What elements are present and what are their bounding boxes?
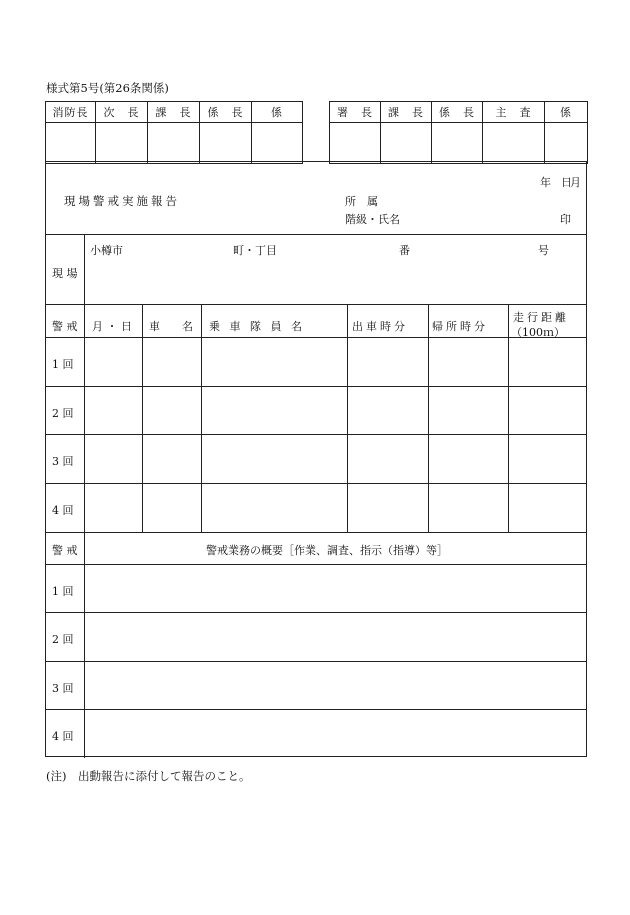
stamp-cell[interactable] — [483, 123, 545, 164]
date-year-label: 年 — [540, 176, 551, 189]
summary-row-label: 2 回 — [52, 633, 74, 646]
stamp-cell[interactable] — [432, 123, 483, 164]
approval-stamps-station — [329, 101, 588, 164]
summary-row-label: 3 回 — [52, 682, 74, 695]
log-row-label: 3 回 — [52, 455, 74, 468]
approval-title: 課 長 — [148, 102, 200, 123]
stamp-cell[interactable] — [46, 123, 96, 164]
site-ban-label: 番 — [399, 244, 410, 257]
approval-title: 主 査 — [483, 102, 545, 123]
seal-label: 印 — [560, 213, 571, 226]
report-form — [45, 161, 587, 757]
summary-row-label: 1 回 — [52, 585, 74, 598]
approval-title: 係 長 — [432, 102, 483, 123]
stamp-cell[interactable] — [148, 123, 200, 164]
summary-header: 警戒業務の概要［作業、調査、指示（指導）等］ — [206, 544, 448, 557]
log-header-return: 帰所時分 — [432, 320, 488, 333]
approval-title: 次 長 — [96, 102, 148, 123]
approval-stamps-fire-hq — [45, 101, 303, 164]
rank-name-label: 階級・氏名 — [345, 213, 400, 226]
approval-title: 課 長 — [381, 102, 432, 123]
log-header-keikai: 警 戒 — [52, 320, 78, 333]
date-day-label: 日 — [561, 176, 572, 189]
log-header-date: 月 ・ 日 — [92, 320, 132, 333]
stamp-cell[interactable] — [545, 123, 588, 164]
approval-title: 署 長 — [330, 102, 381, 123]
site-town-label: 町・丁目 — [233, 244, 277, 257]
stamp-cell[interactable] — [96, 123, 148, 164]
approval-title: 係 長 — [200, 102, 252, 123]
report-title: 現場警戒実施報告 — [64, 194, 180, 208]
affiliation-label: 所 属 — [345, 195, 378, 208]
form-number: 様式第5号(第26条関係) — [46, 81, 169, 95]
summary-label: 警 戒 — [52, 544, 78, 557]
date-month-label: 月 — [570, 176, 581, 189]
summary-row-label: 4 回 — [52, 730, 74, 743]
stamp-cell[interactable] — [330, 123, 381, 164]
log-header-vehicle: 車 名 — [149, 320, 193, 333]
footnote: (注) 出動報告に添付して報告のこと。 — [46, 769, 251, 783]
log-header-distance-unit: （100ｍ） — [511, 326, 565, 339]
log-header-distance: 走行距離 — [513, 311, 569, 324]
log-header-depart: 出車時分 — [352, 320, 408, 333]
site-go-label: 号 — [538, 244, 549, 257]
site-city: 小樽市 — [90, 244, 123, 257]
stamp-cell[interactable] — [252, 123, 303, 164]
approval-title: 係 — [252, 102, 303, 123]
site-label: 現 場 — [52, 267, 78, 280]
log-row-label: 2 回 — [52, 407, 74, 420]
stamp-cell[interactable] — [200, 123, 252, 164]
log-row-label: 1 回 — [52, 358, 74, 371]
log-header-crew: 乗 車 隊 員 名 — [209, 320, 305, 333]
stamp-cell[interactable] — [381, 123, 432, 164]
approval-title: 係 — [545, 102, 588, 123]
log-row-label: 4 回 — [52, 504, 74, 517]
approval-title: 消防長 — [46, 102, 96, 123]
